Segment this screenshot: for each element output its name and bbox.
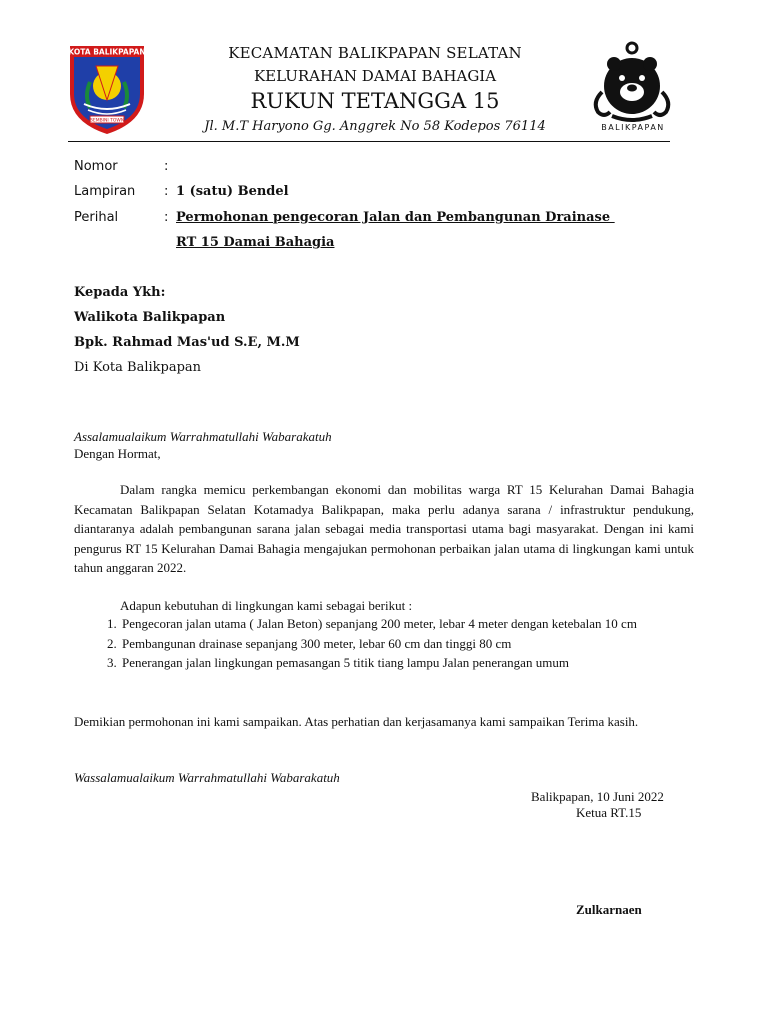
letterhead-address: Jl. M.T Haryono Gg. Anggrek No 58 Kodepos 76114 <box>204 119 546 134</box>
letterhead-divider <box>68 141 670 142</box>
lampiran-label: Lampiran <box>74 184 136 199</box>
recipient-kepada: Kepada Ykh: <box>74 285 166 300</box>
perihal-line2: RT 15 Damai Bahagia <box>176 235 335 250</box>
closing-paragraph: Demikian permohonan ini kami sampaikan. Atas perhatian dan kerjasamanya kami sampaikan Terima kasih. <box>74 714 639 729</box>
main-paragraph: Dalam rangka memicu perkembangan ekonomi dan mobilitas warga RT 15 Kelurahan Damai Bahagia Kecamatan Balikpapan Selatan Kotamadya Balikpapan, maka perlu adanya sarana / infrastruktur pendukung, diantaranya adalah pembangunan sarana jalan sebagai media transportasi utama bagi masyarakat. Dengan ini kami pengurus RT 15 Kelurahan Damai Bahagia mengajukan permohonan perbaikan jalan utama di lingkungan kami untuk tahun anggaran 2022. <box>74 482 694 575</box>
signature-place-date: Balikpapan, 10 Juni 2022 <box>531 789 664 804</box>
letterhead-rt: RUKUN TETANGGA 15 <box>250 89 500 113</box>
opening-salam: Assalamualaikum Warrahmatullahi Wabarakatuh <box>74 429 332 444</box>
nomor-colon: : <box>164 159 169 174</box>
signature-position: Ketua RT.15 <box>576 805 642 820</box>
lampiran-colon: : <box>164 184 169 199</box>
nomor-label: Nomor <box>74 159 118 174</box>
svg-text:KOTA BALIKPAPAN: KOTA BALIKPAPAN <box>68 47 146 57</box>
needs-item: 2. Pembangunan drainase sepanjang 300 meter, lebar 60 cm dan tinggi 80 cm <box>120 634 694 654</box>
closing-salam: Wassalamualaikum Warrahmatullahi Wabarakatuh <box>74 770 340 785</box>
greeting: Dengan Hormat, <box>74 446 161 461</box>
letterhead-kelurahan: KELURAHAN DAMAI BAHAGIA <box>253 67 497 85</box>
svg-text:BEMBINI TOWN: BEMBINI TOWN <box>89 118 125 124</box>
needs-item: 1. Pengecoran jalan utama ( Jalan Beton) sepanjang 200 meter, lebar 4 meter dengan ketebalan 10 cm <box>120 614 694 634</box>
bear-logo-label: BALIKPAPAN <box>601 123 665 132</box>
perihal-label: Perihal <box>74 210 119 225</box>
perihal-colon: : <box>164 210 169 225</box>
lampiran-value: 1 (satu) Bendel <box>176 184 289 199</box>
letterhead-kecamatan: KECAMATAN BALIKPAPAN SELATAN <box>228 44 522 62</box>
balikpapan-bear-logo <box>588 40 678 136</box>
kota-balikpapan-logo <box>66 42 148 136</box>
needs-intro: Adapun kebutuhan di lingkungan kami sebagai berikut : <box>120 598 413 613</box>
signature-name: Zulkarnaen <box>576 902 642 917</box>
recipient-name: Bpk. Rahmad Mas'ud S.E, M.M <box>74 335 300 350</box>
perihal-line1: Permohonan pengecoran Jalan dan Pembangunan Drainase <box>176 210 615 225</box>
needs-item: 3. Penerangan jalan lingkungan pemasangan 5 titik tiang lampu Jalan penerangan umum <box>120 653 694 673</box>
recipient-location: Di Kota Balikpapan <box>74 360 202 375</box>
needs-list <box>52 614 694 673</box>
recipient-walikota: Walikota Balikpapan <box>74 310 226 325</box>
